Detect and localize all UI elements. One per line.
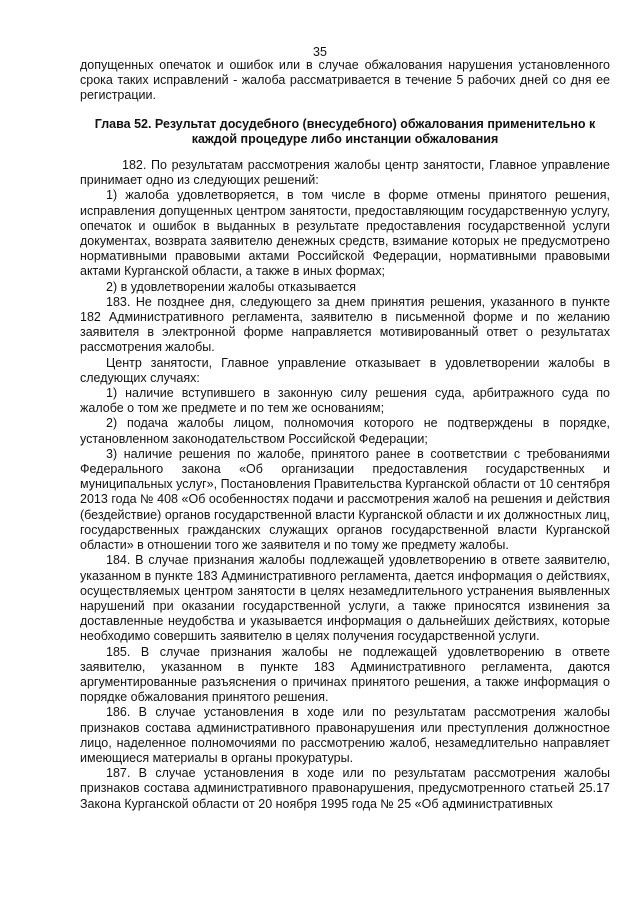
chapter-heading — [80, 117, 610, 147]
item-182-2: 2) в удовлетворении жалобы отказывается — [106, 279, 356, 294]
paragraph-186: 186. В случае установления в ходе или по результатам рассмотрения жалобы признаков состава административного правонарушения или преступления должностное лицо, наделенное полномочиями по рассмотрению жалоб, незамедлительно направляет имеющиеся материалы в органы прокуратуры. — [80, 705, 610, 765]
paragraph-187: 187. В случае установления в ходе или по результатам рассмотрения жалобы признаков состава административного правонарушения, предусмотренного статьей 25.17 Закона Курганской области от 20 ноября 1995 года № 25 «Об административных — [80, 766, 610, 811]
chapter-heading-text: Глава 52. Результат досудебного (внесудебного) обжалования применительно к каждой процедуре либо инстанции обжалования — [94, 116, 596, 146]
item-refusal-3: 3) наличие решения по жалобе, принятого ранее в соответствии с требованиями Федерального закона «Об организации предоставления государственных и муниципальных услуг», Постановления Правительства Курганской области от 10 сентября 2013 года № 408 «Об особенностях подачи и рассмотрения жалоб на решения и действия (бездействие) органов государственной власти Курганской области и их должностных лиц, государственных гражданских служащих органов государственной власти Курганской области» в отношении того же заявителя и по тому же предмету жалобы. — [80, 446, 610, 553]
item-182-1: 1) жалоба удовлетворяется, в том числе в форме отмены принятого решения, исправления допущенных центром занятости, предоставляющим государственную услугу, опечаток и ошибок в выданных в результате предоставления государственной услуги документах, возврата заявителю денежных средств, взимание которых не предусмотрено нормативными правовыми актами Российской Федерации, нормативными правовыми актами Курганской области, а также в иных формах; — [80, 188, 610, 279]
item-refusal-1: 1) наличие вступившего в законную силу решения суда, арбитражного суда по жалобе о том же предмете и по тем же основаниям; — [80, 386, 610, 416]
paragraph-184: 184. В случае признания жалобы подлежащей удовлетворению в ответе заявителю, указанном в пункте 183 Административного регламента, дается информация о действиях, осуществляемых центром занятости в целях незамедлительного устранения выявленных нарушений при оказании государственной услуги, а также приносятся извинения за доставленные неудобства и указывается информация о дальнейших действиях, которые необходимо совершить заявителю в целях получения государственной услуги. — [80, 553, 610, 644]
item-refusal-2: 2) подача жалобы лицом, полномочия которого не подтверждены в порядке, установленном законодательством Российской Федерации; — [80, 416, 610, 446]
paragraph-185: 185. В случае признания жалобы не подлежащей удовлетворению в ответе заявителю, указанном в пункте 183 Административного регламента, даются аргументированные разъяснения о причинах принятого решения, а также информация о порядке обжалования принятого решения. — [80, 644, 610, 705]
paragraph-183: 183. Не позднее дня, следующего за днем принятия решения, указанного в пункте 182 Административного регламента, заявителю в письменной форме и по желанию заявителя в электронной форме направляется мотивированный ответ о результатах рассмотрения жалобы. — [80, 294, 610, 355]
intro-paragraph: допущенных опечаток и ошибок или в случае обжалования нарушения установленного срока таких исправлений - жалоба рассматривается в течение 5 рабочих дней со дня ее регистрации. — [80, 58, 610, 103]
paragraph-refusal-cases: Центр занятости, Главное управление отказывает в удовлетворении жалобы в следующих случаях: — [80, 355, 610, 385]
page-number: 35 — [313, 45, 327, 59]
paragraph-182: 182. По результатам рассмотрения жалобы центр занятости, Главное управление принимает одно из следующих решений: — [80, 158, 610, 188]
page-content — [80, 58, 610, 812]
